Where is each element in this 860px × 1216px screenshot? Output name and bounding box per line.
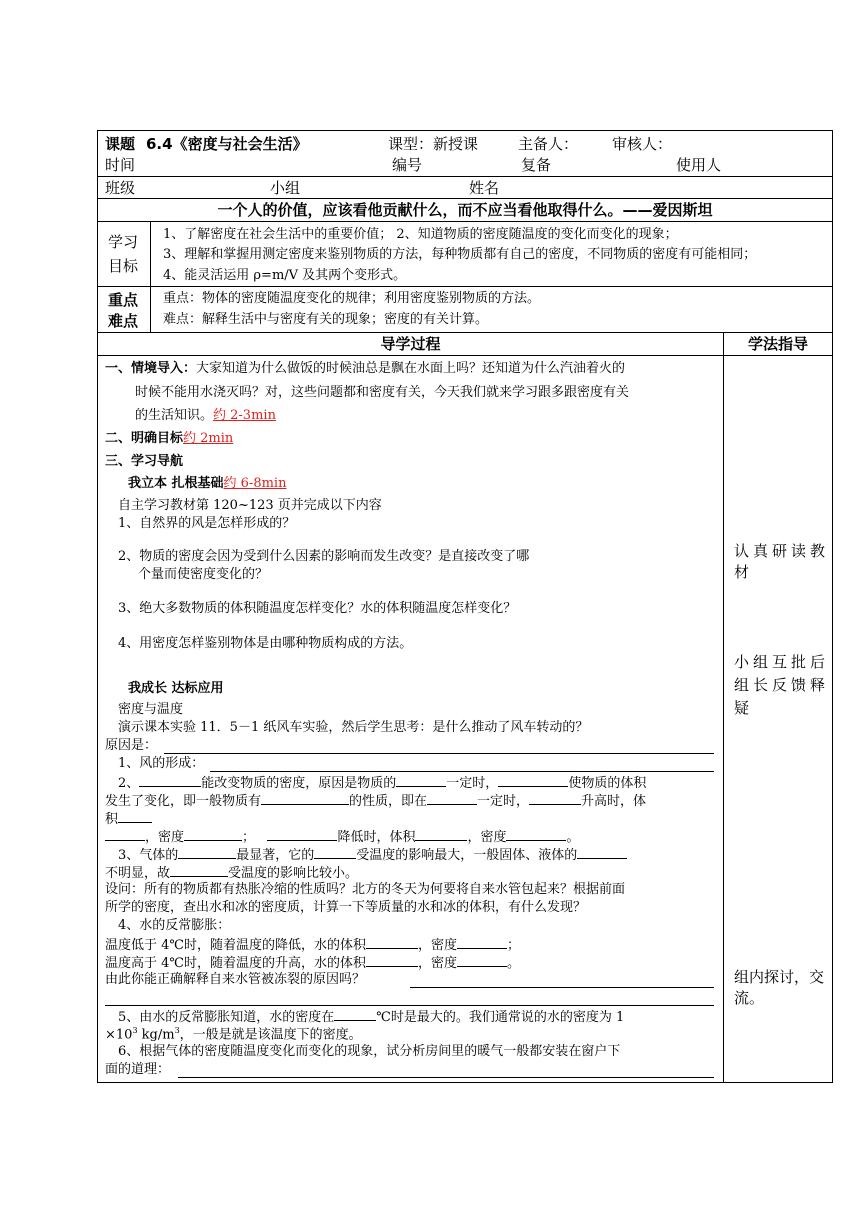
fill-item: 3、气体的 最显著，它的 受温度的影响最大，一般固体、液体的 xyxy=(118,846,627,864)
question-prompt: 设问：所有的物质都有热胀冷缩的性质吗？北方的冬天为何要将自来水管包起来？根据前面 xyxy=(105,882,626,897)
fill-item: 6、根据气体的密度随温度变化而变化的现象，试分析房间里的暖气一般都安装在窗户下 xyxy=(118,1044,621,1059)
fill-item: 5、由水的反常膨胀知道，水的密度在 ℃时是最大的。我们通常说的水的密度为 1 xyxy=(118,1010,625,1025)
guide-note: 组长反馈释 xyxy=(734,676,830,694)
fill-item-cont: 积 xyxy=(105,810,152,828)
goal-item: 4、能灵活运用 ρ=m/V 及其两个变形式。 xyxy=(163,268,407,283)
fill-item: 2、 能改变物质的密度，原因是物质的 一定时， 使物质的体积 xyxy=(118,776,647,791)
section-intro: 一、情境导入：大家知道为什么做饭的时候油总是飘在水面上吗？还知道为什么汽油着火的 xyxy=(105,361,626,376)
guide-note: 小组互批后 xyxy=(734,653,830,671)
guide-column-divider xyxy=(723,332,724,1083)
lesson-plan-table xyxy=(97,130,833,1083)
name-field: 姓名 xyxy=(469,179,500,197)
row-divider xyxy=(98,221,832,222)
group-field: 小组 xyxy=(270,179,301,197)
goal-item: 3、理解和掌握用测定密度来鉴别物质的方法，每种物质都有自己的密度，不同物质的密度有可能相同； xyxy=(163,247,757,262)
guide-column-header: 学法指导 xyxy=(747,335,808,353)
guide-note: 材 xyxy=(734,563,750,581)
fill-item-cont: 温度高于 4℃时，随着温度的升高，水的体积 ，密度 。 xyxy=(105,956,520,971)
answer-line xyxy=(210,771,714,772)
key-label: 重点 xyxy=(108,291,139,309)
part-foundation-title: 我立本 扎根基础约 6-8min xyxy=(128,476,287,491)
author-field: 主备人： xyxy=(518,135,579,153)
self-study-intro: 自主学习教材第 120~123 页并完成以下内容 xyxy=(118,498,382,513)
fill-item-cont: 温度低于 4℃时，随着温度的降低，水的体积 ，密度 ； xyxy=(105,938,520,953)
user-field: 使用人 xyxy=(676,156,722,174)
row-divider xyxy=(98,332,832,333)
section-intro-line: 时候不能用水浇灭吗？对，这些问题都和密度有关，今天我们就来学习跟多跟密度有关 xyxy=(135,385,630,400)
number-field: 编号 xyxy=(392,156,423,174)
process-column-header: 导学过程 xyxy=(380,335,441,353)
answer-line xyxy=(164,753,714,754)
question-item: 1、自然界的风是怎样形成的？ xyxy=(118,516,296,531)
review-field: 复备 xyxy=(521,156,552,174)
row-divider xyxy=(98,198,832,199)
section-goals: 二、明确目标约 2min xyxy=(105,431,234,446)
fill-item-cont: 由此你能正确解释自来水管被冻裂的原因吗？ xyxy=(105,972,366,987)
row-divider xyxy=(98,286,832,287)
key-label: 难点 xyxy=(108,312,139,330)
fill-item-cont: $\times 10^3$ $kg/m^3$，一般是就是该温度下的密度。 xyxy=(105,1026,362,1043)
row-divider xyxy=(98,355,832,356)
answer-line xyxy=(410,987,714,988)
goals-label: 目标 xyxy=(108,257,139,275)
question-item: 3、绝大多数物质的体积随温度怎样变化？水的体积随温度怎样变化？ xyxy=(118,601,517,616)
fill-item: 1、风的形成： xyxy=(118,756,205,771)
experiment-text: 演示课本实验 11．5－1 纸风车实验，然后学生思考：是什么推动了风车转动的？ xyxy=(118,720,589,735)
guide-note: 认真研读教 xyxy=(734,542,830,560)
sub-heading: 密度与温度 xyxy=(118,702,184,717)
question-item-cont: 个量而使密度变化的？ xyxy=(138,567,269,582)
time-field: 时间 xyxy=(105,156,136,174)
key-point: 重点：物体的密度随温度变化的规律；利用密度鉴别物质的方法。 xyxy=(163,291,541,306)
guide-note: 疑 xyxy=(734,699,750,717)
answer-line xyxy=(105,1005,714,1006)
topic-label: 课题 xyxy=(105,135,136,153)
difficult-point: 难点：解释生活中与密度有关的现象；密度的有关计算。 xyxy=(163,312,489,327)
fill-item-cont: ，密度 ； 降低时，体积 ，密度 。 xyxy=(105,828,579,846)
section-navigation: 三、学习导航 xyxy=(105,454,184,469)
lesson-type: 课型：新授课 xyxy=(388,135,479,153)
section-intro-line: 的生活知识。约 2-3min xyxy=(135,408,276,423)
reason-label: 原因是： xyxy=(105,738,158,753)
question-item: 4、用密度怎样鉴别物体是由哪种物质构成的方法。 xyxy=(118,636,413,651)
question-item: 2、物质的密度会因为受到什么因素的影响而发生改变？是直接改变了哪 xyxy=(118,549,530,564)
guide-note: 组内探讨，交 xyxy=(734,968,825,986)
part-application-title: 我成长 达标应用 xyxy=(128,681,224,696)
fill-item-cont: 面的道理： xyxy=(105,1062,171,1077)
answer-line xyxy=(178,1077,714,1078)
goals-label: 学习 xyxy=(108,233,139,251)
reviewer-field: 审核人： xyxy=(612,135,673,153)
motto-quote: 一个人的价值，应该看他贡献什么，而不应当看他取得什么。——爱因斯坦 xyxy=(217,201,713,219)
class-field: 班级 xyxy=(105,179,136,197)
fill-item: 4、水的反常膨胀： xyxy=(118,918,231,933)
fill-item-cont: 不明显，故 受温度的影响比较小。 xyxy=(105,866,359,881)
row-divider xyxy=(98,176,832,177)
label-column-divider xyxy=(150,221,151,332)
goal-item: 1、了解密度在社会生活中的重要价值； 2、知道物质的密度随温度的变化而变化的现象； xyxy=(163,227,678,242)
topic-value: 6.4《密度与社会生活》 xyxy=(146,135,308,153)
fill-item-cont: 发生了变化，即一般物质有 的性质，即在 一定时， 升高时，体 xyxy=(105,794,647,809)
question-prompt: 所学的密度，查出水和冰的密度质，计算一下等质量的水和冰的体积，有什么发现？ xyxy=(105,900,587,915)
guide-note: 流。 xyxy=(734,989,765,1007)
